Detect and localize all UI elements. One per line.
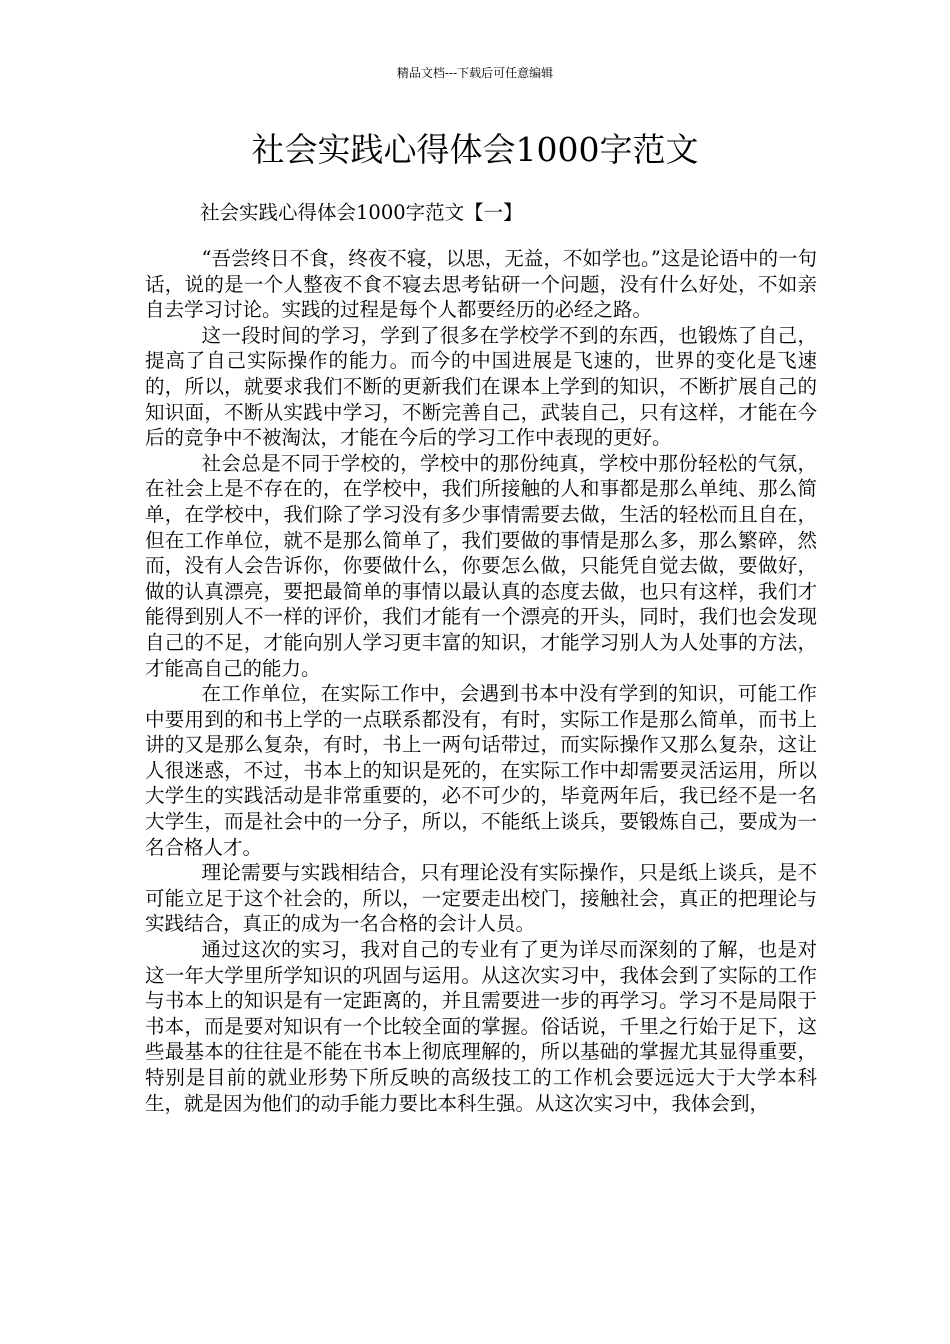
paragraph: 通过这次的实习，我对自己的专业有了更为详尽而深刻的了解，也是对这一年大学里所学知识的巩固与运用。从这次实习中，我体会到了实际的工作与书本上的知识是有一定距离的，并且需要进一步的再学习。学习不是局限于书本，而是要对知识有一个比较全面的掌握。俗话说，千里之行始于足下，这些最基本的往往是不能在书本上彻底理解的，所以基础的掌握尤其显得重要，特别是目前的就业形势下所反映的高级技工的工作机会要远远大于大学本科生，就是因为他们的动手能力要比本科生强。从这次实习中，我体会到， <box>145 938 817 1115</box>
paragraph: 在工作单位，在实际工作中，会遇到书本中没有学到的知识，可能工作中要用到的和书上学的一点联系都没有，有时，实际工作是那么简单，而书上讲的又是那么复杂，有时，书上一两句话带过，而实际操作又那么复杂，这让人很迷惑，不过，书本上的知识是死的，在实际工作中却需要灵活运用，所以大学生的实践活动是非常重要的，必不可少的，毕竟两年后，我已经不是一名大学生，而是社会中的一分子，所以，不能纸上谈兵，要锻炼自己，要成为一名合格人才。 <box>145 682 817 859</box>
paragraph: 理论需要与实践相结合，只有理论没有实际操作，只是纸上谈兵，是不可能立足于这个社会的，所以，一定要走出校门，接触社会，真正的把理论与实践结合，真正的成为一名合格的会计人员。 <box>145 861 817 936</box>
section-subtitle: 社会实践心得体会1000字范文【一】 <box>200 201 523 224</box>
document-title: 社会实践心得体会1000字范文 <box>251 130 699 169</box>
header-note: 精品文档---下载后可任意编辑 <box>396 66 554 80</box>
body-text <box>145 246 817 1116</box>
paragraph: “吾尝终日不食，终夜不寝，以思，无益，不如学也。”这是论语中的一句话，说的是一个人整夜不食不寝去思考钻研一个问题，没有什么好处，不如亲自去学习讨论。实践的过程是每个人都要经历的必经之路。 <box>145 247 817 322</box>
paragraph: 社会总是不同于学校的，学校中的那份纯真，学校中那份轻松的气氛，在社会上是不存在的，在学校中，我们所接触的人和事都是那么单纯、那么简单，在学校中，我们除了学习没有多少事情需要去做，生活的轻松而且自在，但在工作单位，就不是那么简单了，我们要做的事情是那么多，那么繁碎，然而，没有人会告诉你，你要做什么，你要怎么做，只能凭自觉去做，要做好，做的认真漂亮，要把最简单的事情以最认真的态度去做，也只有这样，我们才能得到别人不一样的评价，我们才能有一个漂亮的开头，同时，我们也会发现自己的不足，才能向别人学习更丰富的知识，才能学习别人为人处事的方法，才能高自己的能力。 <box>145 451 817 680</box>
paragraph: 这一段时间的学习，学到了很多在学校学不到的东西，也锻炼了自己，提高了自己实际操作的能力。而今的中国进展是飞速的，世界的变化是飞速的，所以，就要求我们不断的更新我们在课本上学到的知识，不断扩展自己的知识面，不断从实践中学习，不断完善自己，武装自己，只有这样，才能在今后的竞争中不被淘汰，才能在今后的学习工作中表现的更好。 <box>145 323 817 450</box>
